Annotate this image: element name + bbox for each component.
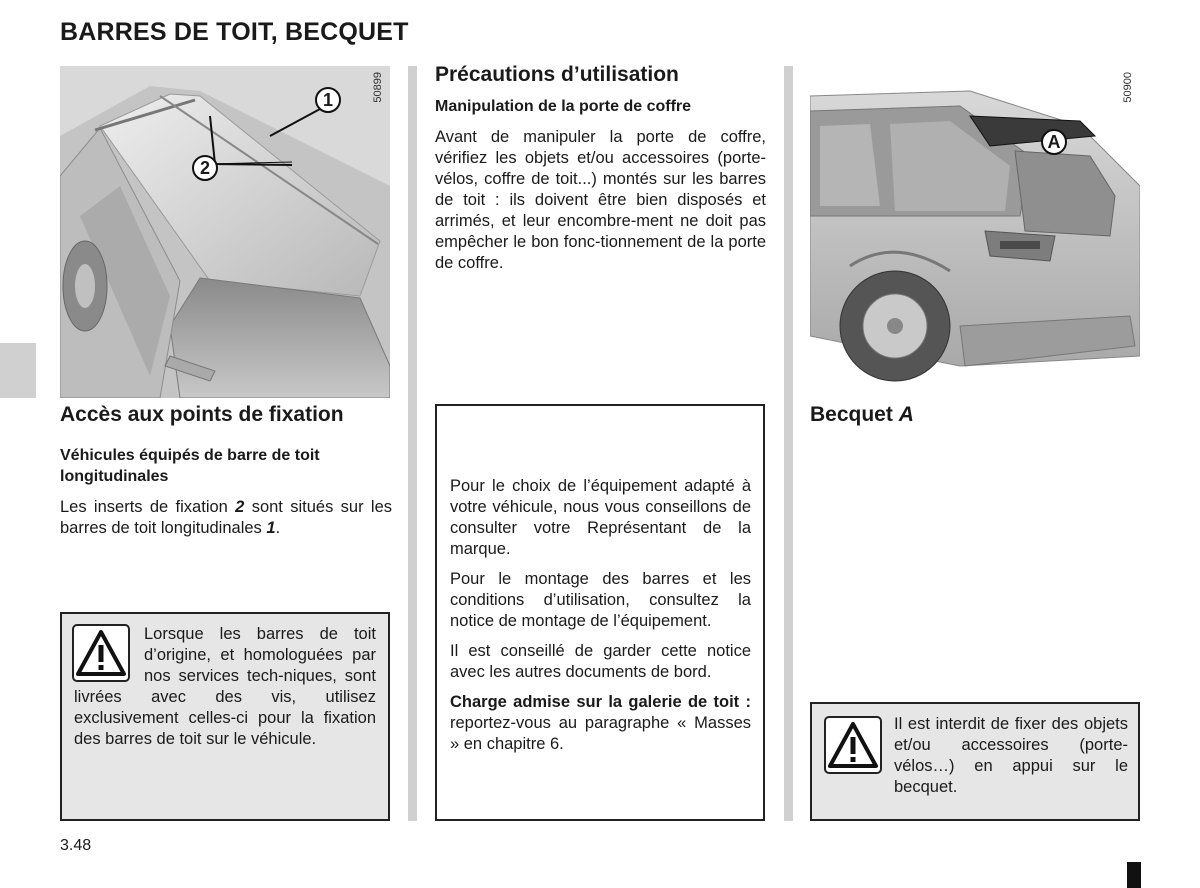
callout-a: A: [1041, 129, 1067, 155]
info-paragraph-mounting: Pour le montage des barres et les conditions d’utilisation, consultez la notice de montage de l’équipement.: [450, 570, 751, 630]
page-title: BARRES DE TOIT, BECQUET: [60, 18, 409, 46]
callout-1: 1: [315, 87, 341, 113]
subheading-tailgate: Manipulation de la porte de coffre: [435, 98, 692, 115]
tailgate-paragraph: Avant de manipuler la porte de coffre, vérifiez les objets et/ou accessoires (porte-vélos, coffre de toit...) montés sur les barres de toit : ils doivent être bien disposés et arrimés, et leur encombre-ment ne doit pas empêcher le bon fonc-tionnement de la porte de coffre.: [435, 128, 766, 272]
callout-2: 2: [192, 155, 218, 181]
column-separator-left: [408, 66, 417, 821]
info-box-text: [450, 476, 751, 764]
car-roof-drawing: [60, 66, 390, 398]
warning-box-roof-bars: [60, 612, 390, 821]
page-number: 3.48: [60, 837, 92, 854]
info-box-equipment: [435, 404, 765, 821]
info-paragraph-load: Charge admise sur la galerie de toit : reportez-vous au paragraphe « Masses » en chapitre 6.: [450, 693, 751, 753]
image-reference-right: 50900: [1122, 72, 1134, 103]
info-paragraph-choice: Pour le choix de l’équipement adapté à votre véhicule, nous vous conseillons de consulter votre Représentant de la marque.: [450, 477, 751, 558]
subheading-longitudinal-bars: Véhicules équipés de barre de toit longitudinales: [60, 447, 320, 485]
warning-text-roof-bars: Lorsque les barres de toit d’origine, et homologuées par nos services tech-niques, sont livrées avec des vis, utilisez exclusivement celles-ci pour la fixation des barres de toit sur le véhicule.: [74, 625, 376, 748]
page-end-mark: [1127, 862, 1141, 888]
info-paragraph-keep-notice: Il est conseillé de garder cette notice avec les autres documents de bord.: [450, 642, 751, 681]
roof-bars-illustration: [60, 66, 390, 398]
spoiler-illustration: [810, 66, 1140, 398]
heading-usage-precautions: Précautions d’utilisation: [435, 63, 679, 86]
chapter-tab: [0, 343, 36, 398]
heading-fixation-points: Accès aux points de fixation: [60, 403, 344, 426]
car-rear-drawing: [810, 66, 1140, 398]
fixation-paragraph: Les inserts de fixation 2 sont situés sur les barres de toit longitudinales 1.: [60, 498, 392, 537]
image-reference-left: 50899: [372, 72, 384, 103]
warning-box-spoiler: [810, 702, 1140, 821]
column-separator-right: [784, 66, 793, 821]
warning-text-spoiler: Il est interdit de fixer des objets et/ou accessoires (porte-vélos…) en appui sur le becquet.: [894, 715, 1128, 796]
heading-spoiler: Becquet A: [810, 403, 914, 426]
warning-triangle-icon: [824, 716, 882, 774]
